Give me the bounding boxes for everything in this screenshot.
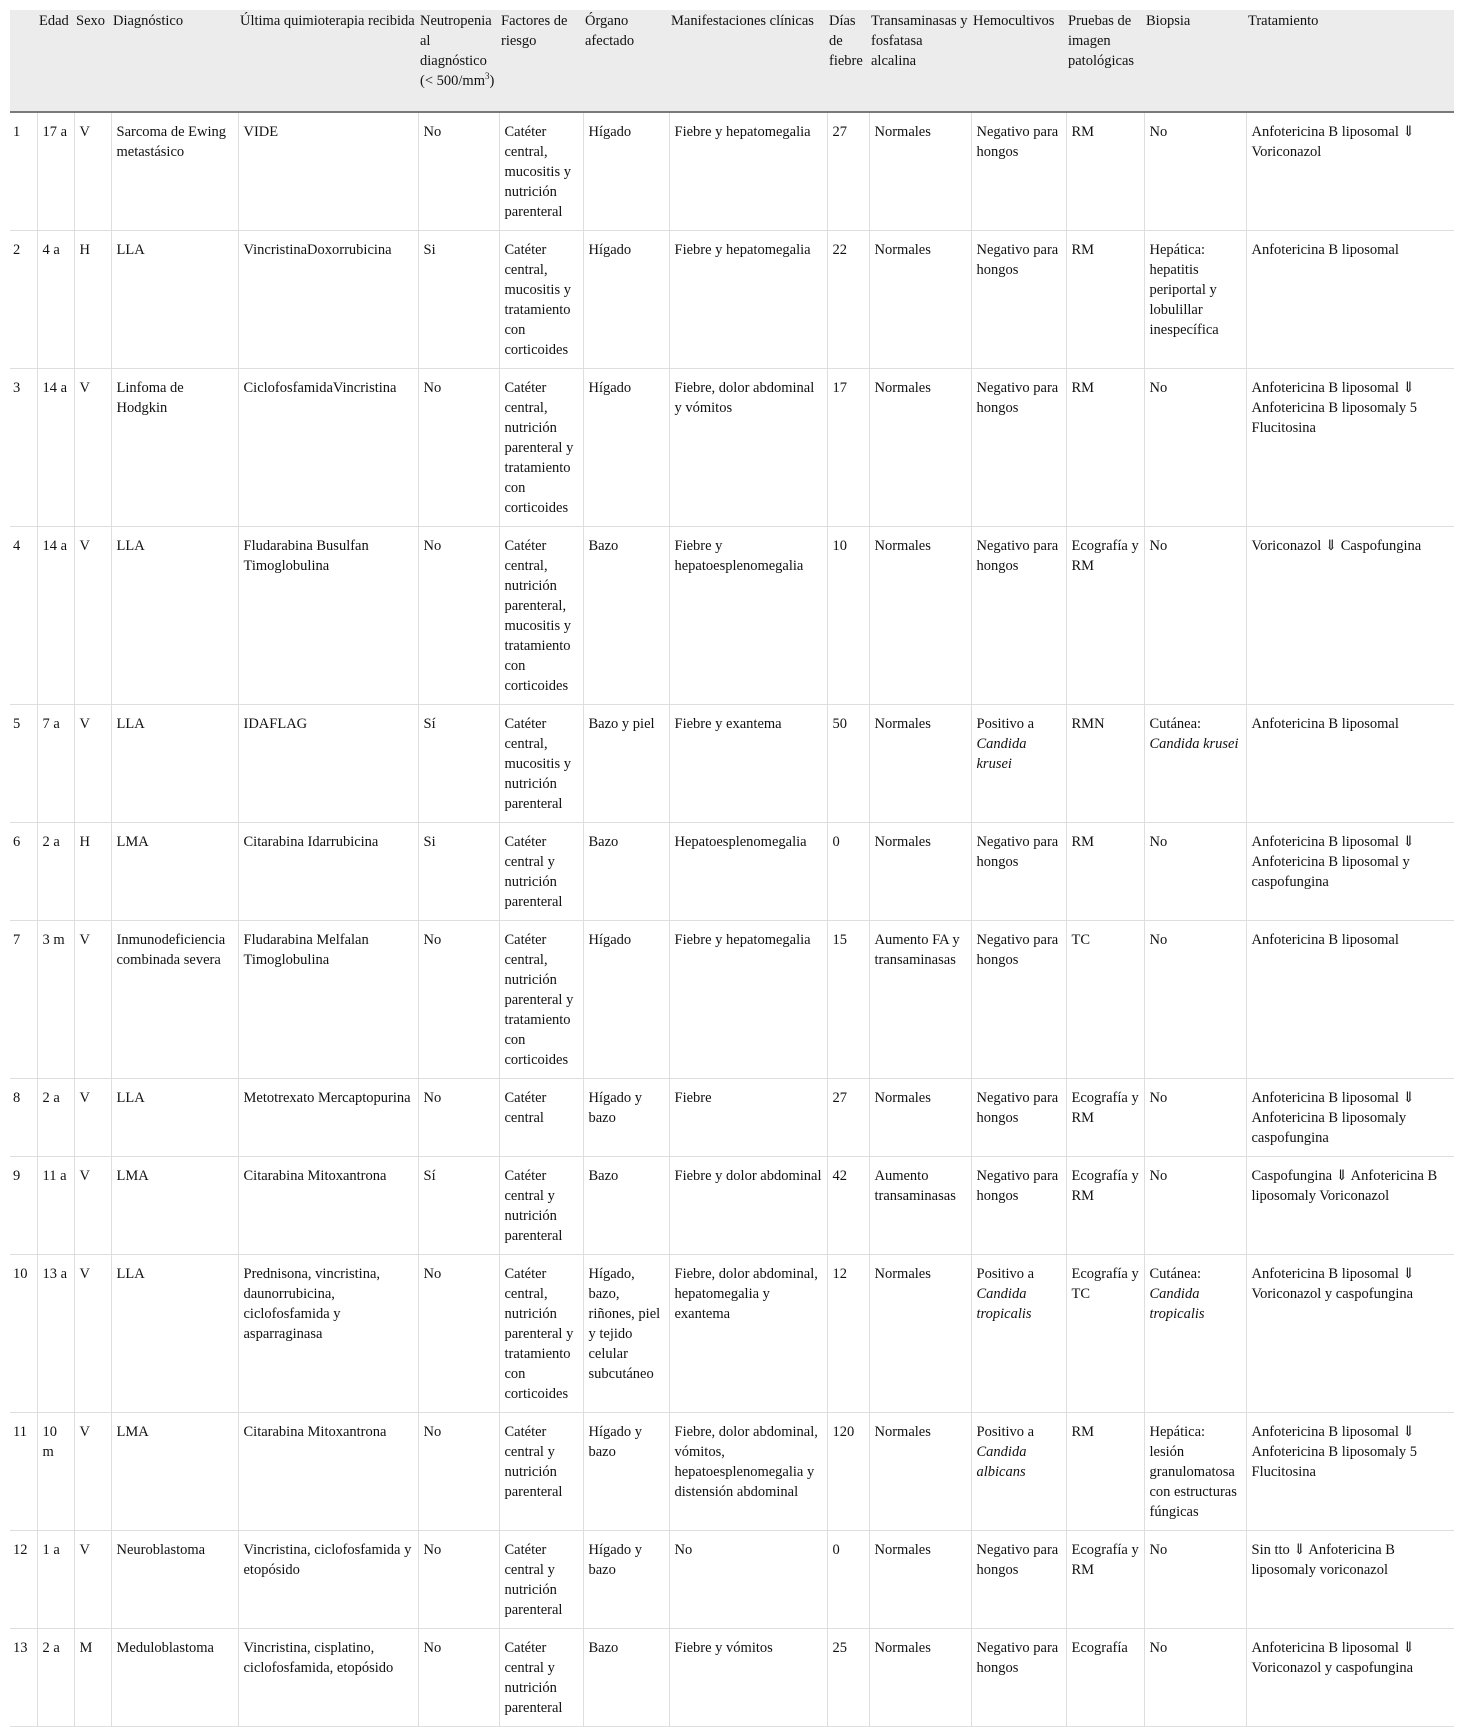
cell-biopsia: No <box>1144 1531 1246 1629</box>
cell-pruebas-imagen: Ecografía <box>1066 1629 1144 1727</box>
cell-hemocultivos: Positivo a Candida krusei <box>971 705 1066 823</box>
cell-quimioterapia: Citarabina Mitoxantrona <box>238 1413 418 1531</box>
cell-factores: Catéter central, nutrición parenteral y tratamiento con corticoides <box>499 369 583 527</box>
cell-quimioterapia: Citarabina Idarrubicina <box>238 823 418 921</box>
cell-transaminasas: Aumento transaminasas <box>869 1157 971 1255</box>
cell-quimioterapia: CiclofosfamidaVincristina <box>238 369 418 527</box>
cell-dias-fiebre: 27 <box>827 112 869 231</box>
cell-organo: Bazo y piel <box>583 705 669 823</box>
cell-neutropenia: No <box>418 112 499 231</box>
cell-organo: Hígado y bazo <box>583 1079 669 1157</box>
cell-organo: Bazo <box>583 1157 669 1255</box>
cell-dias-fiebre: 25 <box>827 1629 869 1727</box>
cell-biopsia: No <box>1144 369 1246 527</box>
cell-dias-fiebre: 15 <box>827 921 869 1079</box>
cell-transaminasas: Normales <box>869 369 971 527</box>
cell-edad: 3 m <box>37 921 74 1079</box>
cell-organo: Hígado y bazo <box>583 1413 669 1531</box>
cell-factores: Catéter central y nutrición parenteral <box>499 823 583 921</box>
header-col-diagnostico: Diagnóstico <box>111 10 238 112</box>
cell-quimioterapia: VIDE <box>238 112 418 231</box>
cell-tratamiento: Anfotericina B liposomal ⇓ Voriconazol y caspofungina <box>1246 1629 1454 1727</box>
cell-pruebas-imagen: Ecografía y RM <box>1066 1531 1144 1629</box>
cell-number: 13 <box>10 1629 37 1727</box>
cell-quimioterapia: Citarabina Mitoxantrona <box>238 1157 418 1255</box>
cell-manifestaciones: Fiebre y hepatomegalia <box>669 921 827 1079</box>
cell-organo: Hígado <box>583 369 669 527</box>
cell-factores: Catéter central, nutrición parenteral y tratamiento con corticoides <box>499 921 583 1079</box>
cell-manifestaciones: Fiebre y hepatoesplenomegalia <box>669 527 827 705</box>
cell-manifestaciones: Fiebre, dolor abdominal, vómitos, hepatoesplenomegalia y distensión abdominal <box>669 1413 827 1531</box>
cell-neutropenia: No <box>418 369 499 527</box>
cell-manifestaciones: Fiebre y dolor abdominal <box>669 1157 827 1255</box>
table-row <box>10 369 1454 527</box>
cell-hemocultivos: Negativo para hongos <box>971 369 1066 527</box>
cell-dias-fiebre: 0 <box>827 823 869 921</box>
cell-dias-fiebre: 10 <box>827 527 869 705</box>
cell-tratamiento: Anfotericina B liposomal ⇓ Voriconazol <box>1246 112 1454 231</box>
cell-transaminasas: Aumento FA y transaminasas <box>869 921 971 1079</box>
cell-factores: Catéter central y nutrición parenteral <box>499 1413 583 1531</box>
cell-diagnostico: Meduloblastoma <box>111 1629 238 1727</box>
cell-organo: Hígado, bazo, riñones, piel y tejido celular subcutáneo <box>583 1255 669 1413</box>
cell-hemocultivos: Negativo para hongos <box>971 1157 1066 1255</box>
cell-pruebas-imagen: RM <box>1066 231 1144 369</box>
cell-sexo: V <box>74 705 111 823</box>
cell-edad: 14 a <box>37 527 74 705</box>
cell-number: 5 <box>10 705 37 823</box>
table-row <box>10 1079 1454 1157</box>
cell-manifestaciones: Fiebre y exantema <box>669 705 827 823</box>
cell-biopsia: No <box>1144 921 1246 1079</box>
cell-organo: Bazo <box>583 823 669 921</box>
header-col-dias-fiebre: Días de fiebre <box>827 10 869 112</box>
cell-pruebas-imagen: RM <box>1066 1413 1144 1531</box>
superscript-3: 3 <box>484 71 490 82</box>
cell-number: 9 <box>10 1157 37 1255</box>
cell-organo: Bazo <box>583 527 669 705</box>
cell-biopsia: No <box>1144 1157 1246 1255</box>
cell-number: 1 <box>10 112 37 231</box>
cell-tratamiento: Anfotericina B liposomal <box>1246 705 1454 823</box>
table-row <box>10 231 1454 369</box>
cell-factores: Catéter central, mucositis y nutrición parenteral <box>499 705 583 823</box>
cell-diagnostico: LLA <box>111 231 238 369</box>
cell-tratamiento: Anfotericina B liposomal <box>1246 231 1454 369</box>
table-body <box>10 112 1454 1727</box>
cell-neutropenia: Sí <box>418 705 499 823</box>
cell-sexo: V <box>74 1255 111 1413</box>
cell-quimioterapia: Fludarabina Melfalan Timoglobulina <box>238 921 418 1079</box>
cell-dias-fiebre: 120 <box>827 1413 869 1531</box>
cell-sexo: V <box>74 1079 111 1157</box>
cell-biopsia: No <box>1144 1629 1246 1727</box>
cell-sexo: V <box>74 527 111 705</box>
cell-manifestaciones: No <box>669 1531 827 1629</box>
cell-neutropenia: Sí <box>418 1157 499 1255</box>
cell-tratamiento: Voriconazol ⇓ Caspofungina <box>1246 527 1454 705</box>
table-row <box>10 1629 1454 1727</box>
table-row <box>10 112 1454 231</box>
cell-pruebas-imagen: RM <box>1066 369 1144 527</box>
cell-tratamiento: Anfotericina B liposomal <box>1246 921 1454 1079</box>
cell-diagnostico: LLA <box>111 1255 238 1413</box>
cell-sexo: V <box>74 1531 111 1629</box>
cell-diagnostico: Inmunodeficiencia combinada severa <box>111 921 238 1079</box>
table-row <box>10 1413 1454 1531</box>
cell-diagnostico: Sarcoma de Ewing metastásico <box>111 112 238 231</box>
cell-biopsia: No <box>1144 1079 1246 1157</box>
cell-number: 7 <box>10 921 37 1079</box>
cell-quimioterapia: VincristinaDoxorrubicina <box>238 231 418 369</box>
cell-dias-fiebre: 0 <box>827 1531 869 1629</box>
table-row <box>10 1255 1454 1413</box>
cell-edad: 1 a <box>37 1531 74 1629</box>
cell-hemocultivos: Negativo para hongos <box>971 231 1066 369</box>
cell-organo: Hígado <box>583 231 669 369</box>
cell-edad: 4 a <box>37 231 74 369</box>
cell-pruebas-imagen: RM <box>1066 823 1144 921</box>
header-col-neutropenia: Neutropenia al diagnóstico (< $500/mm^3$) <box>418 10 499 112</box>
cell-number: 8 <box>10 1079 37 1157</box>
cell-organo: Hígado <box>583 921 669 1079</box>
table-row <box>10 1157 1454 1255</box>
cell-biopsia: No <box>1144 527 1246 705</box>
cell-sexo: V <box>74 1413 111 1531</box>
cell-transaminasas: Normales <box>869 112 971 231</box>
cell-diagnostico: LMA <box>111 1157 238 1255</box>
cell-diagnostico: Linfoma de Hodgkin <box>111 369 238 527</box>
header-col-pruebas-imagen: Pruebas de imagen patológicas <box>1066 10 1144 112</box>
cell-edad: 7 a <box>37 705 74 823</box>
cell-pruebas-imagen: RM <box>1066 112 1144 231</box>
cell-edad: 11 a <box>37 1157 74 1255</box>
header-col-tratamiento: Tratamiento <box>1246 10 1454 112</box>
cell-number: 3 <box>10 369 37 527</box>
cell-diagnostico: LLA <box>111 1079 238 1157</box>
cell-tratamiento: Anfotericina B liposomal ⇓ Anfotericina B liposomaly caspofungina <box>1246 1079 1454 1157</box>
cell-sexo: V <box>74 921 111 1079</box>
cell-tratamiento: Caspofungina ⇓ Anfotericina B liposomaly Voriconazol <box>1246 1157 1454 1255</box>
species-name: Candida krusei <box>1149 736 1239 752</box>
cell-sexo: M <box>74 1629 111 1727</box>
cell-factores: Catéter central, nutrición parenteral y tratamiento con corticoides <box>499 1255 583 1413</box>
cell-diagnostico: Neuroblastoma <box>111 1531 238 1629</box>
cell-factores: Catéter central y nutrición parenteral <box>499 1157 583 1255</box>
cell-edad: 10 m <box>37 1413 74 1531</box>
cell-pruebas-imagen: TC <box>1066 921 1144 1079</box>
table-row <box>10 823 1454 921</box>
cell-hemocultivos: Negativo para hongos <box>971 112 1066 231</box>
cell-sexo: V <box>74 112 111 231</box>
cell-biopsia: Hepática: hepatitis periportal y lobulillar inespecífica <box>1144 231 1246 369</box>
cell-pruebas-imagen: Ecografía y TC <box>1066 1255 1144 1413</box>
cell-manifestaciones: Fiebre y hepatomegalia <box>669 112 827 231</box>
cell-tratamiento: Anfotericina B liposomal ⇓ Anfotericina B liposomaly 5 Flucitosina <box>1246 369 1454 527</box>
cell-factores: Catéter central <box>499 1079 583 1157</box>
cell-transaminasas: Normales <box>869 527 971 705</box>
cell-transaminasas: Normales <box>869 1531 971 1629</box>
cell-hemocultivos: Negativo para hongos <box>971 823 1066 921</box>
cell-hemocultivos: Positivo a Candida tropicalis <box>971 1255 1066 1413</box>
cell-pruebas-imagen: Ecografía y RM <box>1066 1079 1144 1157</box>
cell-number: 10 <box>10 1255 37 1413</box>
cell-factores: Catéter central y nutrición parenteral <box>499 1531 583 1629</box>
table-row <box>10 705 1454 823</box>
cell-edad: 14 a <box>37 369 74 527</box>
cell-diagnostico: LMA <box>111 1413 238 1531</box>
cell-biopsia: No <box>1144 112 1246 231</box>
cell-biopsia: Hepática: lesión granulomatosa con estructuras fúngicas <box>1144 1413 1246 1531</box>
species-name: Candida albicans <box>976 1444 1027 1480</box>
cell-manifestaciones: Fiebre y hepatomegalia <box>669 231 827 369</box>
cell-quimioterapia: Fludarabina Busulfan Timoglobulina <box>238 527 418 705</box>
cell-transaminasas: Normales <box>869 1629 971 1727</box>
cell-quimioterapia: Metotrexato Mercaptopurina <box>238 1079 418 1157</box>
cell-tratamiento: Anfotericina B liposomal ⇓ Anfotericina B liposomaly 5 Flucitosina <box>1246 1413 1454 1531</box>
cell-pruebas-imagen: Ecografía y RM <box>1066 1157 1144 1255</box>
cell-neutropenia: Si <box>418 231 499 369</box>
cell-neutropenia: No <box>418 1629 499 1727</box>
cell-transaminasas: Normales <box>869 231 971 369</box>
cell-factores: Catéter central y nutrición parenteral <box>499 1629 583 1727</box>
cell-edad: 2 a <box>37 1079 74 1157</box>
header-col-transaminasas: Transaminasas y fosfatasa alcalina <box>869 10 971 112</box>
cell-pruebas-imagen: RMN <box>1066 705 1144 823</box>
cell-tratamiento: Sin tto ⇓ Anfotericina B liposomaly voriconazol <box>1246 1531 1454 1629</box>
cell-neutropenia: No <box>418 1255 499 1413</box>
header-row <box>10 10 1454 112</box>
header-col-hemocultivos: Hemocultivos <box>971 10 1066 112</box>
cell-edad: 13 a <box>37 1255 74 1413</box>
species-name: Candida tropicalis <box>1149 1286 1205 1322</box>
cell-biopsia: Cutánea: Candida tropicalis <box>1144 1255 1246 1413</box>
cell-sexo: V <box>74 1157 111 1255</box>
cell-organo: Hígado <box>583 112 669 231</box>
cell-tratamiento: Anfotericina B liposomal ⇓ Voriconazol y caspofungina <box>1246 1255 1454 1413</box>
cell-quimioterapia: Vincristina, ciclofosfamida y etopósido <box>238 1531 418 1629</box>
cell-hemocultivos: Negativo para hongos <box>971 921 1066 1079</box>
cell-edad: 17 a <box>37 112 74 231</box>
header-col-factores: Factores de riesgo <box>499 10 583 112</box>
header-col-biopsia: Biopsia <box>1144 10 1246 112</box>
cell-number: 6 <box>10 823 37 921</box>
cell-dias-fiebre: 27 <box>827 1079 869 1157</box>
cell-dias-fiebre: 50 <box>827 705 869 823</box>
cell-quimioterapia: IDAFLAG <box>238 705 418 823</box>
cell-neutropenia: No <box>418 527 499 705</box>
header-col-quimioterapia: Última quimioterapia recibida <box>238 10 418 112</box>
cell-neutropenia: No <box>418 1079 499 1157</box>
cell-hemocultivos: Positivo a Candida albicans <box>971 1413 1066 1531</box>
cell-edad: 2 a <box>37 1629 74 1727</box>
cell-quimioterapia: Vincristina, cisplatino, ciclofosfamida, etopósido <box>238 1629 418 1727</box>
table-row <box>10 527 1454 705</box>
cell-quimioterapia: Prednisona, vincristina, daunorrubicina, ciclofosfamida y asparraginasa <box>238 1255 418 1413</box>
cell-factores: Catéter central, mucositis y tratamiento con corticoides <box>499 231 583 369</box>
cell-diagnostico: LLA <box>111 705 238 823</box>
cell-factores: Catéter central, mucositis y nutrición parenteral <box>499 112 583 231</box>
cell-transaminasas: Normales <box>869 1413 971 1531</box>
cell-biopsia: No <box>1144 823 1246 921</box>
cell-factores: Catéter central, nutrición parenteral, mucositis y tratamiento con corticoides <box>499 527 583 705</box>
cell-manifestaciones: Fiebre <box>669 1079 827 1157</box>
cell-sexo: V <box>74 369 111 527</box>
clinical-data-table <box>10 10 1454 1727</box>
cell-number: 4 <box>10 527 37 705</box>
cell-hemocultivos: Negativo para hongos <box>971 1079 1066 1157</box>
cell-hemocultivos: Negativo para hongos <box>971 527 1066 705</box>
cell-transaminasas: Normales <box>869 823 971 921</box>
cell-dias-fiebre: 17 <box>827 369 869 527</box>
header-col-sexo: Sexo <box>74 10 111 112</box>
cell-sexo: H <box>74 823 111 921</box>
cell-neutropenia: Si <box>418 823 499 921</box>
cell-pruebas-imagen: Ecografía y RM <box>1066 527 1144 705</box>
cell-hemocultivos: Negativo para hongos <box>971 1629 1066 1727</box>
cell-diagnostico: LMA <box>111 823 238 921</box>
header-col-number <box>10 10 37 112</box>
header-col-manifestaciones: Manifestaciones clínicas <box>669 10 827 112</box>
table-container <box>10 10 1454 1727</box>
cell-neutropenia: No <box>418 1413 499 1531</box>
header-col-organo: Órgano afectado <box>583 10 669 112</box>
cell-manifestaciones: Fiebre, dolor abdominal y vómitos <box>669 369 827 527</box>
cell-biopsia: Cutánea: Candida krusei <box>1144 705 1246 823</box>
cell-number: 12 <box>10 1531 37 1629</box>
cell-neutropenia: No <box>418 921 499 1079</box>
cell-diagnostico: LLA <box>111 527 238 705</box>
cell-transaminasas: Normales <box>869 1079 971 1157</box>
cell-manifestaciones: Fiebre, dolor abdominal, hepatomegalia y exantema <box>669 1255 827 1413</box>
cell-transaminasas: Normales <box>869 705 971 823</box>
cell-organo: Hígado y bazo <box>583 1531 669 1629</box>
cell-manifestaciones: Hepatoesplenomegalia <box>669 823 827 921</box>
cell-number: 11 <box>10 1413 37 1531</box>
table-row <box>10 1531 1454 1629</box>
cell-transaminasas: Normales <box>869 1255 971 1413</box>
cell-hemocultivos: Negativo para hongos <box>971 1531 1066 1629</box>
cell-sexo: H <box>74 231 111 369</box>
cell-tratamiento: Anfotericina B liposomal ⇓ Anfotericina B liposomal y caspofungina <box>1246 823 1454 921</box>
cell-number: 2 <box>10 231 37 369</box>
species-name: Candida tropicalis <box>976 1286 1032 1322</box>
cell-dias-fiebre: 22 <box>827 231 869 369</box>
cell-manifestaciones: Fiebre y vómitos <box>669 1629 827 1727</box>
cell-edad: 2 a <box>37 823 74 921</box>
cell-organo: Bazo <box>583 1629 669 1727</box>
cell-dias-fiebre: 42 <box>827 1157 869 1255</box>
table-row <box>10 921 1454 1079</box>
cell-neutropenia: No <box>418 1531 499 1629</box>
cell-dias-fiebre: 12 <box>827 1255 869 1413</box>
species-name: Candida krusei <box>976 736 1027 772</box>
header-col-edad: Edad <box>37 10 74 112</box>
